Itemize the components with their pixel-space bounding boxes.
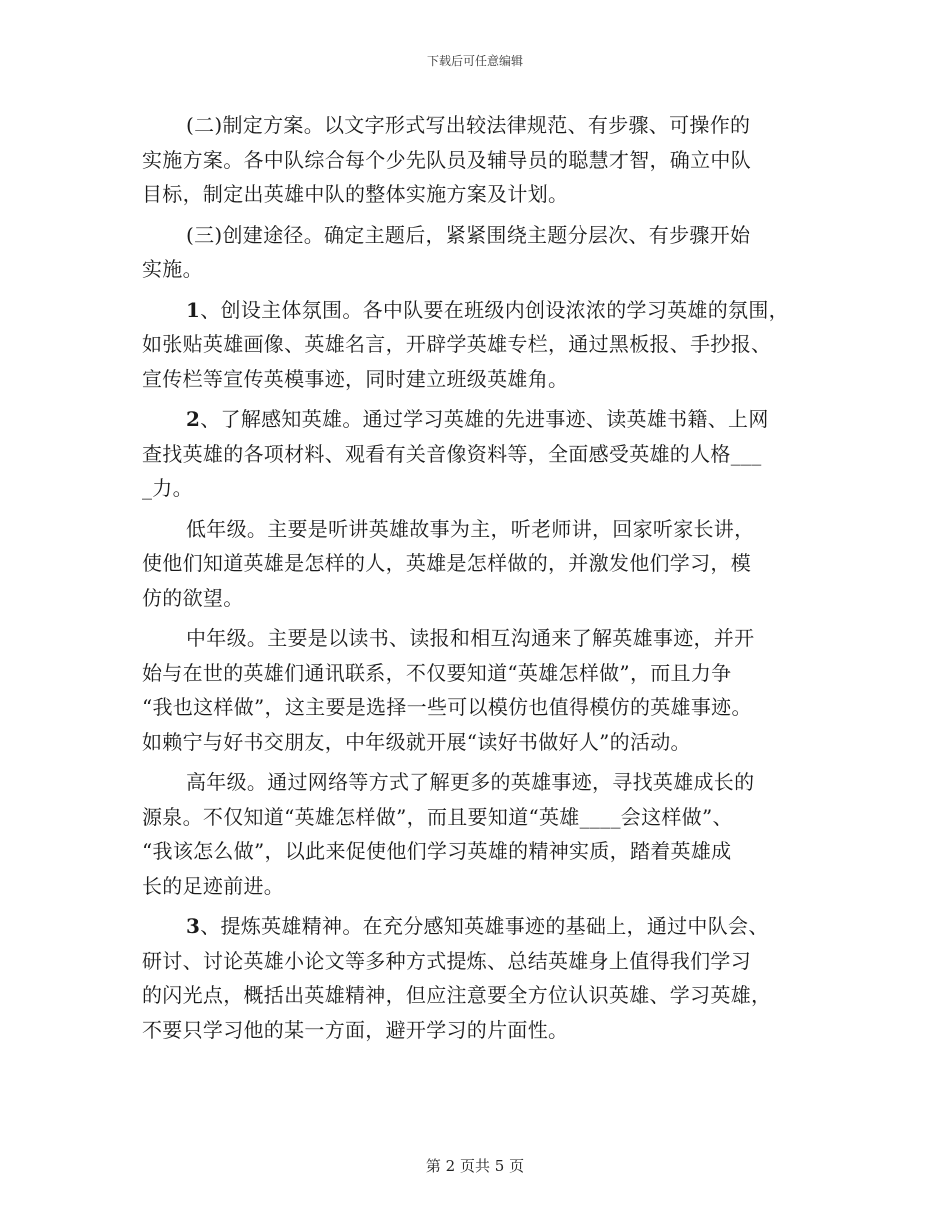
item-number: 2 <box>186 407 201 431</box>
text-line <box>142 402 822 437</box>
text-line: (三)创建途径。确定主题后，紧紧围绕主题分层次、有步骤开始 <box>186 222 751 247</box>
text-line: 始与在世的英雄们通讯联系，不仅要知道“英雄怎样做”，而且力争 <box>142 660 732 685</box>
text-line: “我也这样做”，这主要是选择一些可以模仿也值得模仿的英雄事迹。 <box>142 695 752 719</box>
page-header: 下载后可任意编辑 <box>426 54 523 68</box>
text-line: 宣传栏等宣传英模事迹，同时建立班级英雄角。 <box>142 366 569 391</box>
text-line <box>142 293 822 328</box>
text-line: 使他们知道英雄是怎样的人，英雄是怎样做的，并激发他们学习，模 <box>142 551 751 575</box>
text-line: 如张贴英雄画像、英雄名言，开辟学英雄专栏，通过黑板报、手抄报、 <box>142 332 772 356</box>
text-line: 实施。 <box>142 257 203 281</box>
text-line: 仿的欲望。 <box>142 585 244 610</box>
paragraph-plan <box>142 108 822 212</box>
paragraph-item-3 <box>142 909 822 1047</box>
text-line: 中年级。主要是以读书、读报和相互沟通来了解英雄事迹，并开 <box>186 626 755 650</box>
text-line: (二)制定方案。以文字形式写出较法律规范、有步骤、可操作的 <box>186 113 751 137</box>
text-line: 目标，制定出英雄中队的整体实施方案及计划。 <box>142 182 569 206</box>
text-line: 研讨、讨论英雄小论文等多种方式提炼、总结英雄身上值得我们学习 <box>142 948 751 973</box>
paragraph-lower-grade <box>142 512 822 616</box>
text-line: 高年级。通过网络等方式了解更多的英雄事迹，寻找英雄成长的 <box>186 770 755 794</box>
text-line: _力。 <box>142 476 193 500</box>
paragraph-middle-grade <box>142 621 822 759</box>
text-line: 低年级。主要是听讲英雄故事为主，听老师讲，回家听家长讲， <box>186 516 755 541</box>
item-number: 3 <box>186 914 201 938</box>
text-line <box>142 909 822 944</box>
text-span: 、了解感知英雄。通过学习英雄的先进事迹、读英雄书籍、上网 <box>200 407 769 431</box>
text-line: 查找英雄的各项材料、观看有关音像资料等，全面感受英雄的人格___ <box>142 441 762 466</box>
paragraph-approach <box>142 218 822 287</box>
text-line: 实施方案。各中队综合每个少先队员及辅导员的聪慧才智，确立中队 <box>142 147 751 172</box>
text-line: 源泉。不仅知道“英雄怎样做”，而且要知道“英雄____会这样做”、 <box>142 804 733 829</box>
text-line: “我该怎么做”，以此来促使他们学习英雄的精神实质，踏着英雄成 <box>142 839 732 863</box>
paragraph-upper-grade <box>142 765 822 903</box>
text-line: 不要只学习他的某一方面，避开学习的片面性。 <box>142 1017 569 1042</box>
document-body <box>142 108 822 1053</box>
text-line: 的闪光点，概括出英雄精神，但应注意要全方位认识英雄、学习英雄， <box>142 983 772 1007</box>
paragraph-item-2 <box>142 402 822 506</box>
text-line: 长的足迹前进。 <box>142 873 285 898</box>
item-number: 1 <box>186 297 201 322</box>
page-footer: 第 2 页共 5 页 <box>425 1157 525 1175</box>
text-span: 、创设主体氛围。各中队要在班级内创设浓浓的学习英雄的氛围， <box>200 297 789 322</box>
text-span: 、提炼英雄精神。在充分感知英雄事迹的基础上，通过中队会、 <box>200 914 769 938</box>
text-line: 如赖宁与好书交朋友，中年级就开展“读好书做好人”的活动。 <box>142 729 691 754</box>
paragraph-item-1 <box>142 293 822 397</box>
